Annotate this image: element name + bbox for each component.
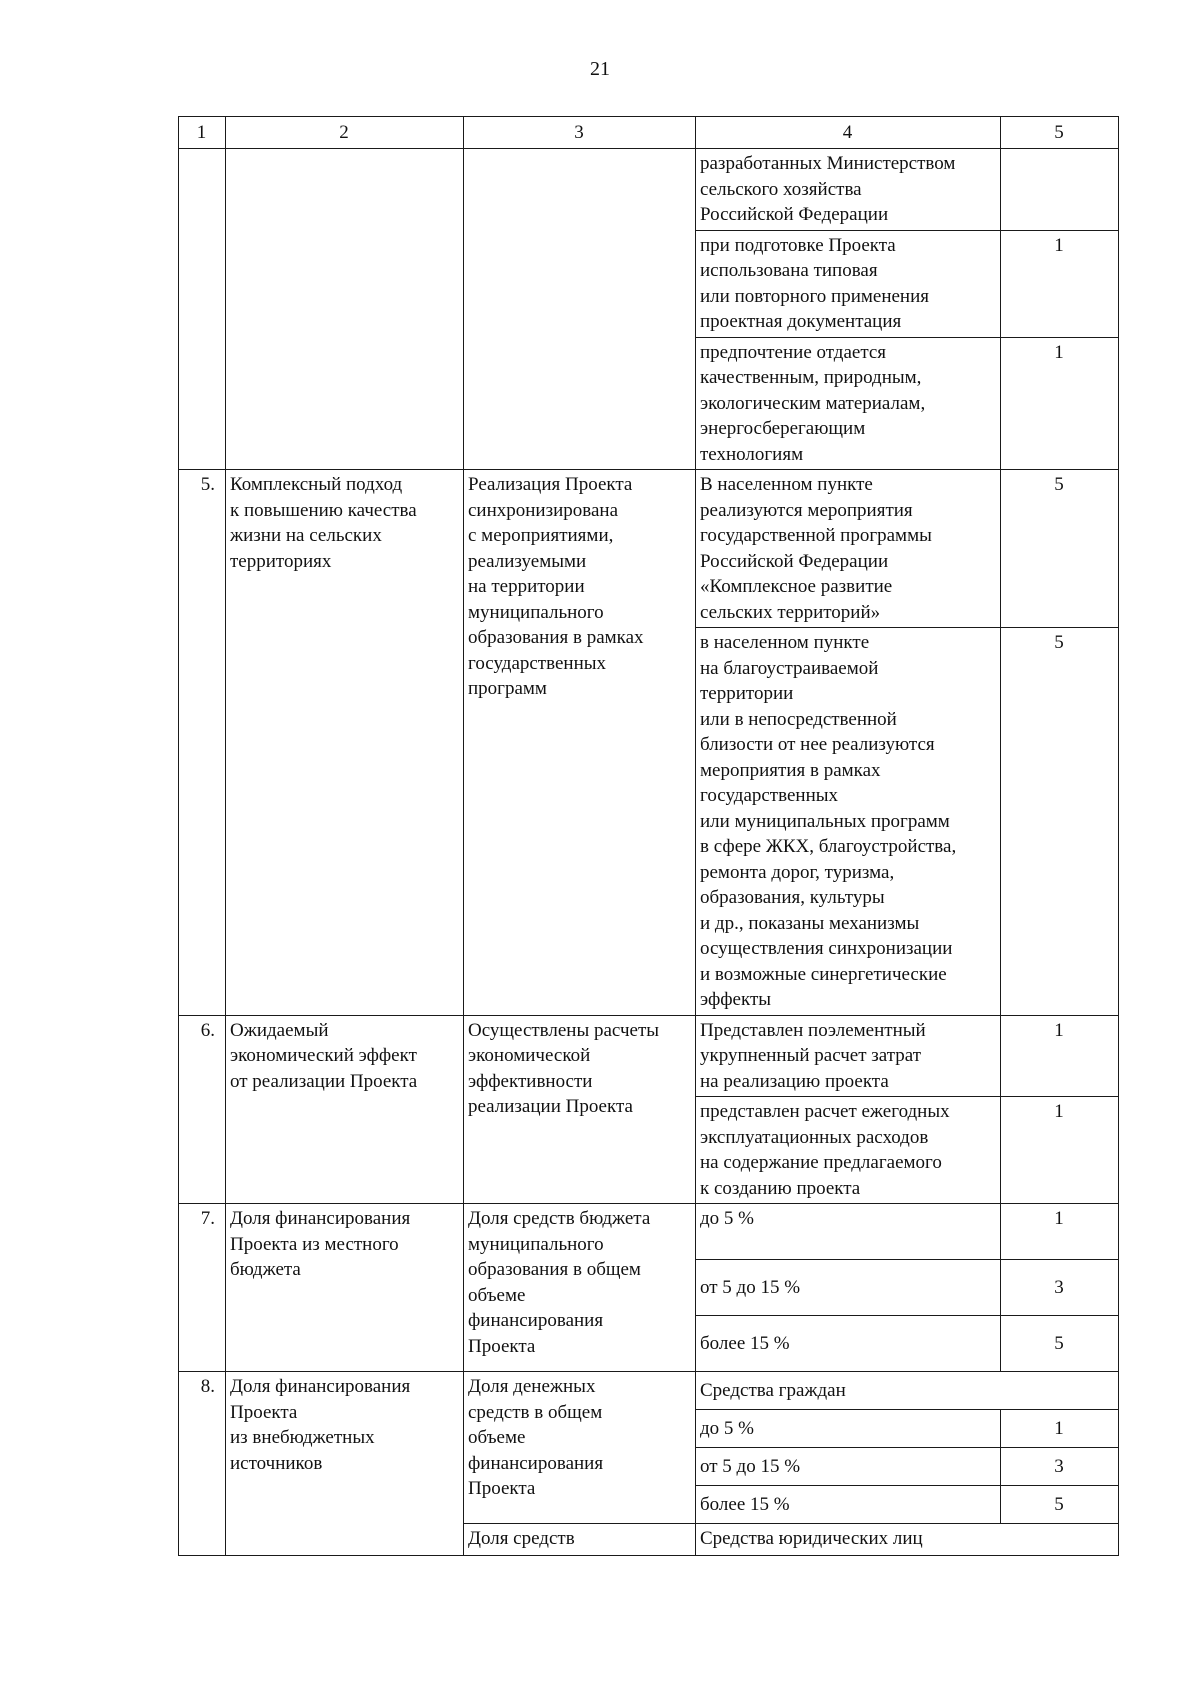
indicator-cell: Осуществлены расчеты экономической эффективности реализации Проекта — [464, 1015, 696, 1204]
row-number: 6. — [179, 1015, 226, 1204]
page-number: 21 — [590, 58, 610, 80]
table-row — [179, 470, 1119, 628]
item-text: представлен расчет ежегодных эксплуатационных расходов на содержание предлагаемого к созданию проекта — [696, 1097, 1001, 1204]
item-text: более 15 % — [696, 1316, 1001, 1372]
row-number: 8. — [179, 1372, 226, 1556]
criteria-table — [178, 116, 1119, 1556]
item-text: в населенном пункте на благоустраиваемой территории или в непосредственной близости от нее реализуются мероприятия в рамках государственных или муниципальных программ в сфере ЖКХ, благоустройства, ремонта дорог, туризма, образования, культуры и др., показаны механизмы осуществления синхронизации и возможные синергетические эффекты — [696, 628, 1001, 1016]
item-score: 5 — [1001, 1316, 1119, 1372]
item-text: до 5 % — [696, 1410, 1001, 1448]
table-row — [179, 1372, 1119, 1410]
header-cell: 4 — [696, 117, 1001, 149]
table-row — [179, 1015, 1119, 1097]
item-score: 5 — [1001, 1486, 1119, 1524]
item-score: 5 — [1001, 470, 1119, 628]
row-number: 7. — [179, 1204, 226, 1372]
indicator-cell: Доля средств — [464, 1524, 696, 1556]
subheading-cell: Средства юридических лиц — [696, 1524, 1119, 1556]
header-cell: 5 — [1001, 117, 1119, 149]
criterion-cell: Комплексный подход к повышению качества жизни на сельских территориях — [226, 470, 464, 1016]
item-score: 1 — [1001, 1097, 1119, 1204]
subheading-cell: Средства граждан — [696, 1372, 1119, 1410]
criterion-cell: Ожидаемый экономический эффект от реализации Проекта — [226, 1015, 464, 1204]
item-score: 1 — [1001, 1204, 1119, 1260]
criterion-cell — [226, 149, 464, 470]
indicator-cell: Реализация Проекта синхронизирована с мероприятиями, реализуемыми на территории муниципального образования в рамках государственных программ — [464, 470, 696, 1016]
item-score — [1001, 149, 1119, 231]
criterion-cell: Доля финансирования Проекта из внебюджетных источников — [226, 1372, 464, 1556]
table-row — [179, 149, 1119, 231]
item-score: 1 — [1001, 230, 1119, 337]
item-text: до 5 % — [696, 1204, 1001, 1260]
item-score: 5 — [1001, 628, 1119, 1016]
item-text: В населенном пункте реализуются мероприятия государственной программы Российской Федерации «Комплексное развитие сельских территорий» — [696, 470, 1001, 628]
row-number — [179, 149, 226, 470]
item-score: 1 — [1001, 337, 1119, 470]
indicator-cell: Доля денежных средств в общем объеме финансирования Проекта — [464, 1372, 696, 1524]
header-cell: 3 — [464, 117, 696, 149]
header-cell: 2 — [226, 117, 464, 149]
header-row — [179, 117, 1119, 149]
indicator-cell — [464, 149, 696, 470]
item-text: от 5 до 15 % — [696, 1260, 1001, 1316]
item-score: 3 — [1001, 1260, 1119, 1316]
item-score: 1 — [1001, 1015, 1119, 1097]
item-text: более 15 % — [696, 1486, 1001, 1524]
criterion-cell: Доля финансирования Проекта из местного бюджета — [226, 1204, 464, 1372]
header-cell: 1 — [179, 117, 226, 149]
item-text: Представлен поэлементный укрупненный расчет затрат на реализацию проекта — [696, 1015, 1001, 1097]
item-text: при подготовке Проекта использована типовая или повторного применения проектная документация — [696, 230, 1001, 337]
table-row — [179, 1204, 1119, 1260]
row-number: 5. — [179, 470, 226, 1016]
item-score: 3 — [1001, 1448, 1119, 1486]
item-text: от 5 до 15 % — [696, 1448, 1001, 1486]
indicator-cell: Доля средств бюджета муниципального образования в общем объеме финансирования Проекта — [464, 1204, 696, 1372]
item-text: разработанных Министерством сельского хозяйства Российской Федерации — [696, 149, 1001, 231]
item-text: предпочтение отдается качественным, природным, экологическим материалам, энергосберегающим технологиям — [696, 337, 1001, 470]
item-score: 1 — [1001, 1410, 1119, 1448]
